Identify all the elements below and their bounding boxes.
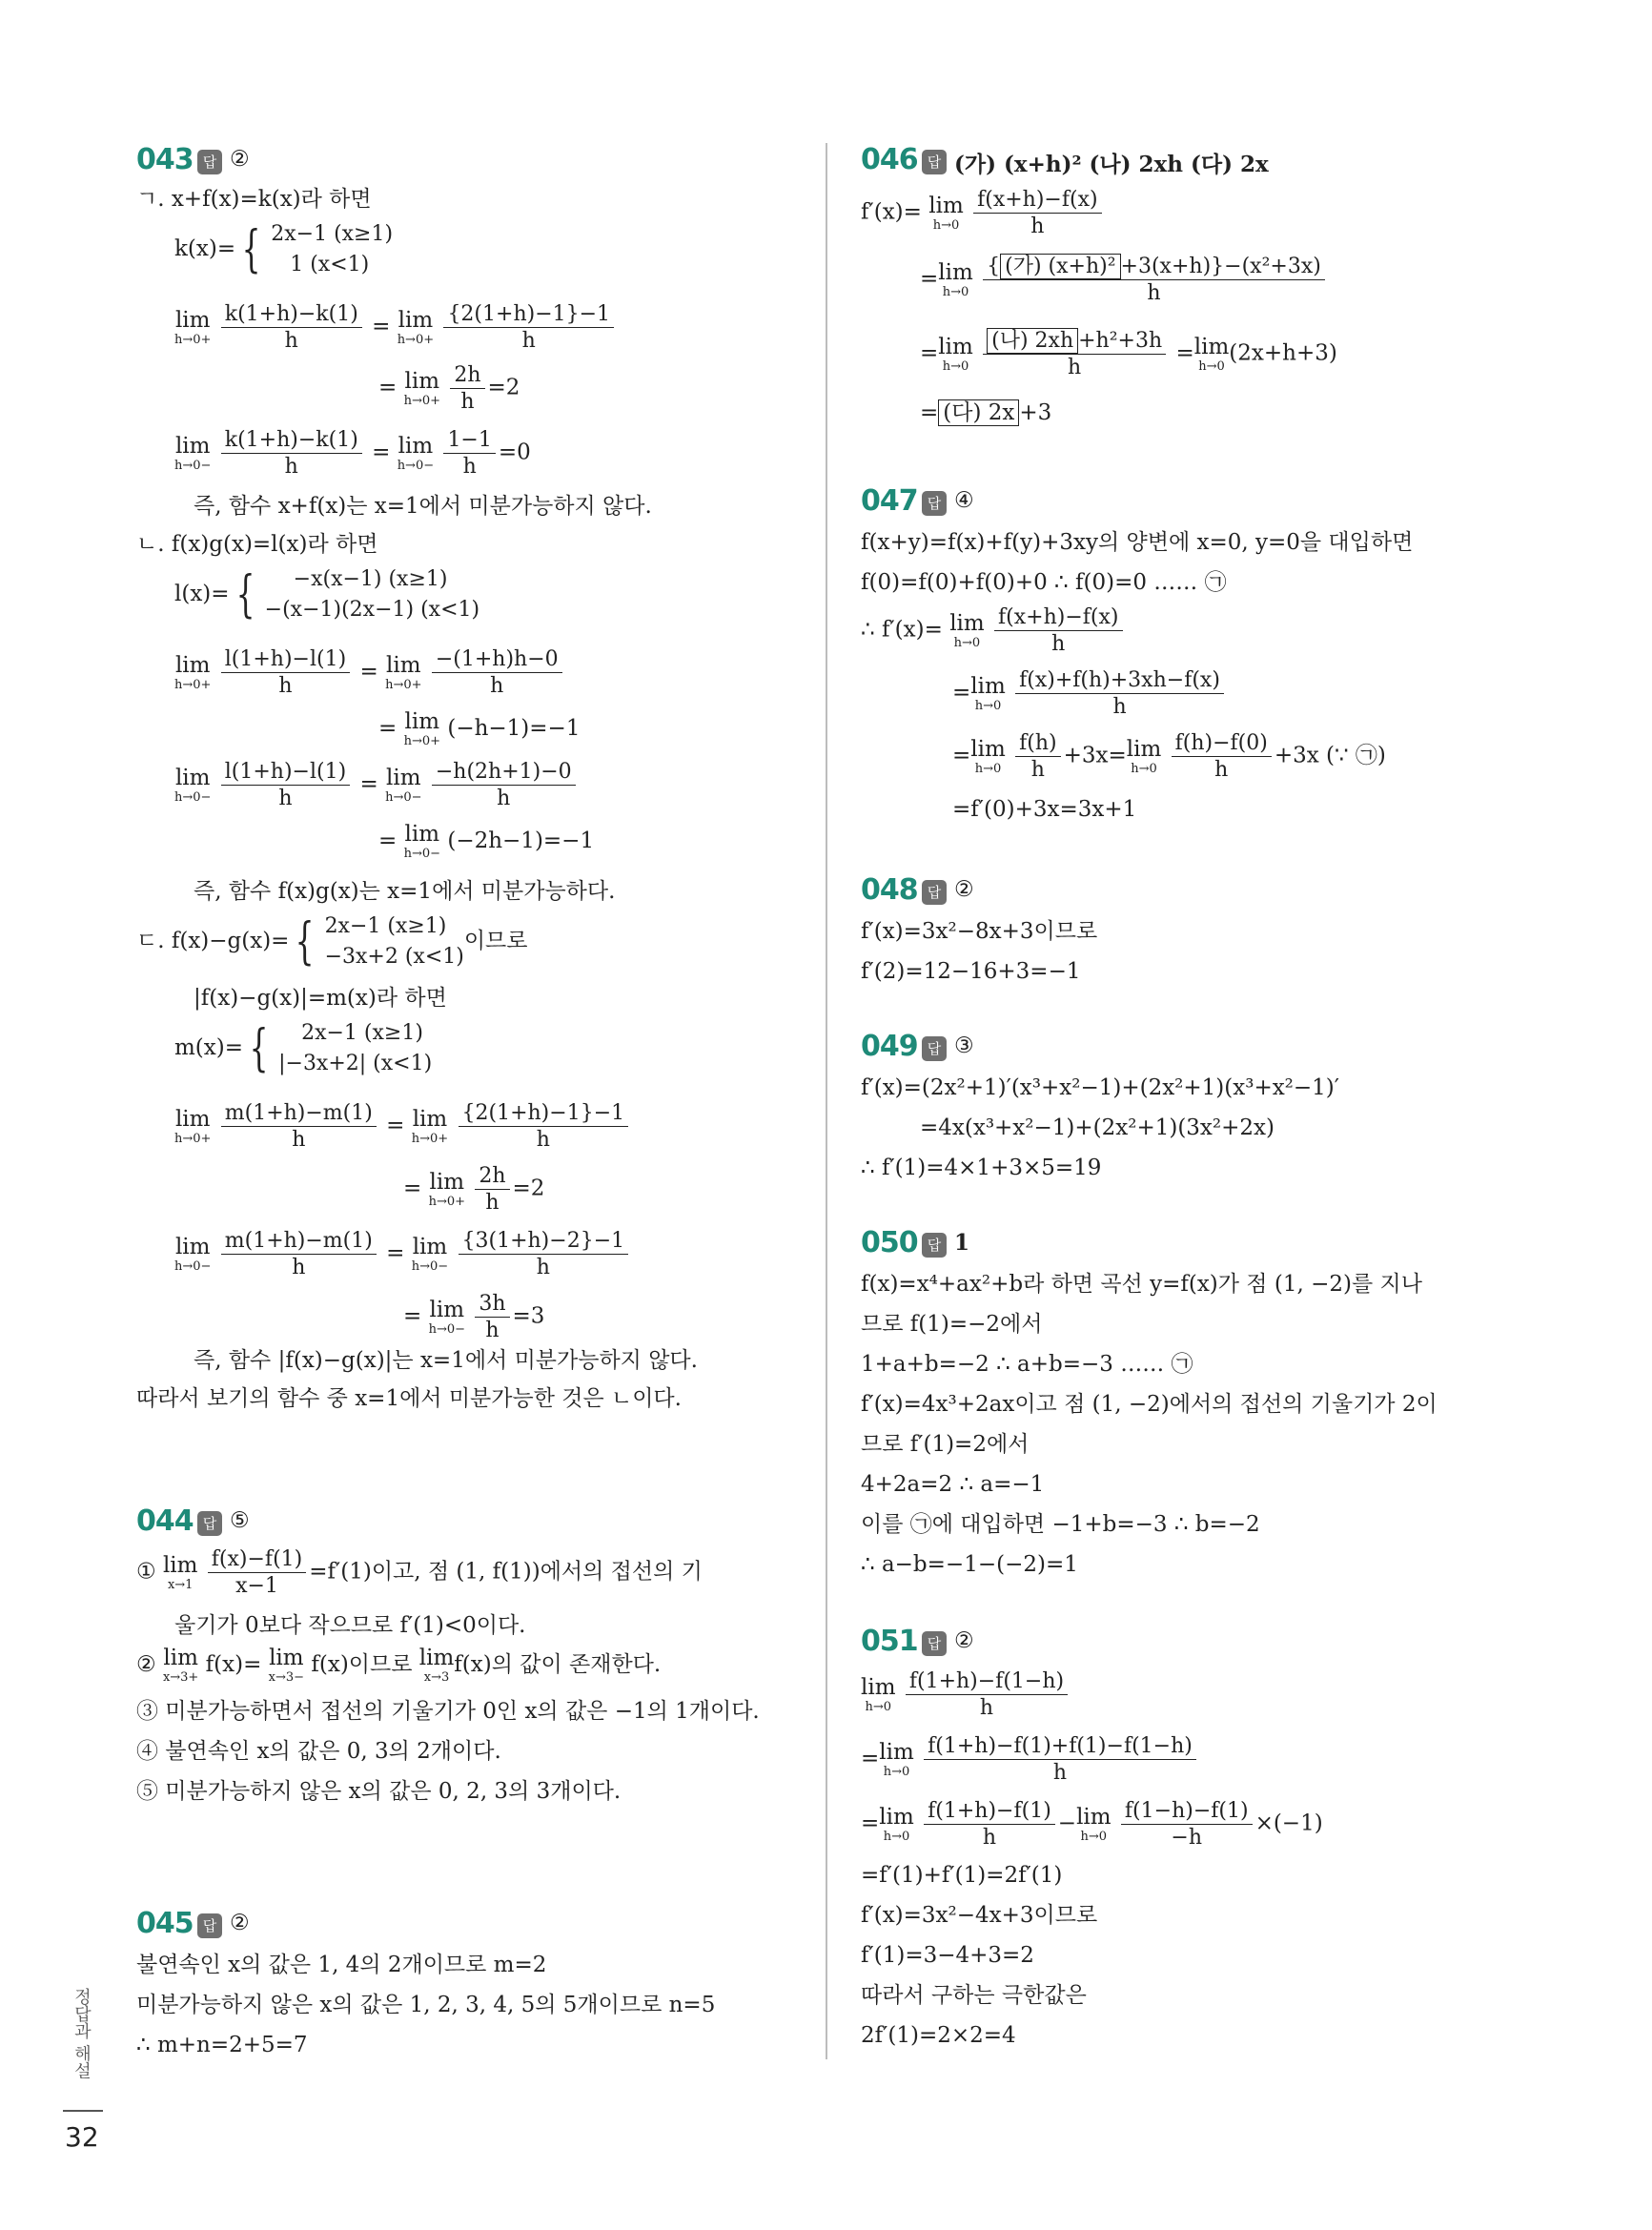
piecewise-l: [174, 564, 479, 625]
text-line: f(x)=x⁴+ax²+b라 하면 곡선 y=f(x)가 점 (1, −2)를 지나: [861, 1272, 1422, 1297]
problem-header: [136, 1504, 804, 1546]
piecewise-lhs: l(x)=: [174, 582, 230, 606]
case-line: −3x+2 (x<1): [324, 945, 464, 969]
limit-expression: f′(x)= lim h→0 $\frac{f(x+h)-f(x)}{h}$: [861, 189, 1105, 237]
limit-expression: lim h→0+ $\frac{k(1+h)-k(1)}{h}$ = lim h→0+ $\frac{\{2(1+h)-1\}-1}{h}$: [174, 303, 617, 352]
problem-number: 049: [861, 1030, 918, 1063]
answer-badge: 답: [197, 1511, 222, 1536]
text-line: ⑤ 미분가능하지 않은 x의 값은 0, 2, 3의 3개이다.: [136, 1779, 622, 1804]
limit-expression: = lim h→0− $\frac{3h}{h}$ =3: [403, 1292, 545, 1343]
problem-number: 047: [861, 484, 918, 518]
problem-number: 050: [861, 1226, 918, 1259]
limit-expression: ① lim x→1 $\frac{f(x)-f(1)}{x-1}$ =f′(1)이고, 점 (1, f(1))에서의 접선의 기: [136, 1547, 703, 1599]
case-line: 2x−1 (x≥1): [301, 1021, 423, 1045]
text-line: 즉, 함수 x+f(x)는 x=1에서 미분가능하지 않다.: [194, 494, 652, 519]
answer-value: (가) (x+h)² (나) 2xh (다) 2x: [954, 152, 1269, 177]
text-line: 1+a+b=−2 ∴ a+b=−3 …… ㉠: [861, 1352, 1193, 1377]
text-line: 이를 ㉠에 대입하면 −1+b=−3 ∴ b=−2: [861, 1512, 1260, 1537]
problem-header: [861, 1030, 1528, 1072]
limit-expression: lim h→0− $\frac{l(1+h)-l(1)}{h}$ = lim h→0− $\frac{-h(2h+1)-0}{h}$: [174, 761, 579, 809]
text-line: 울기가 0보다 작으므로 f′(1)<0이다.: [174, 1613, 526, 1638]
piecewise-k: [174, 219, 393, 280]
answer-value: ②: [954, 1628, 974, 1653]
problem-048: [861, 873, 1528, 984]
text-line: 므로 f′(1)=2에서: [861, 1432, 1030, 1457]
answer-value: ②: [230, 1911, 250, 1935]
problem-number: 045: [136, 1907, 194, 1940]
text-line: f(0)=f(0)+f(0)+0 ∴ f(0)=0 …… ㉠: [861, 570, 1227, 595]
answer-badge: 답: [922, 880, 947, 905]
cases: [271, 219, 393, 280]
text-line: ④ 불연속인 x의 값은 0, 3의 2개이다.: [136, 1739, 501, 1764]
text-line: f(x+y)=f(x)+f(y)+3xy의 양변에 x=0, y=0을 대입하면: [861, 530, 1414, 555]
text-line: f′(1)=3−4+3=2: [861, 1943, 1034, 1968]
brace: {: [296, 913, 315, 971]
problem-number: 048: [861, 873, 918, 907]
problem-049: [861, 1030, 1528, 1180]
limit-expression: = lim h→0+ $\frac{2h}{h}$ =2: [403, 1164, 545, 1216]
limit-expression: = lim h→0+ (−h−1)=−1: [378, 709, 581, 748]
problem-051: [861, 1625, 1528, 2048]
limit-expression: = lim h→0 $\frac{f(x)+f(h)+3xh-f(x)}{h}$: [952, 669, 1227, 718]
text-line: f′(x)=4x³+2ax이고 점 (1, −2)에서의 접선의 기울기가 2이: [861, 1392, 1438, 1417]
problem-header: [861, 484, 1528, 526]
answer-value: ②: [954, 877, 974, 902]
limit-expression: ② lim x→3+ f(x)= lim x→3− f(x)이므로 lim x→3 f(x)의 값이 존재한다.: [136, 1646, 662, 1685]
answer-value: ④: [954, 488, 974, 513]
answer-badge: 답: [197, 150, 222, 174]
problem-050: [861, 1226, 1528, 1577]
brace: {: [235, 566, 255, 624]
text-line: ③ 미분가능하면서 접선의 기울기가 0인 x의 값은 −1의 1개이다.: [136, 1699, 760, 1724]
cases: [325, 911, 464, 972]
piecewise-lhs: m(x)=: [174, 1035, 243, 1060]
limit-expression: lim h→0+ $\frac{l(1+h)-l(1)}{h}$ = lim h→0+ $\frac{-(1+h)h-0}{h}$: [174, 648, 565, 697]
text-line: 미분가능하지 않은 x의 값은 1, 2, 3, 4, 5의 5개이므로 n=5: [136, 1993, 716, 2017]
limit-expression: = lim h→0− (−2h−1)=−1: [378, 822, 595, 861]
answer-value: ⑤: [230, 1508, 250, 1533]
piecewise-lhs: ㄷ. f(x)−g(x)=: [136, 929, 290, 953]
text-line: 따라서 구하는 극한값은: [861, 1983, 1087, 2008]
piecewise-fg: [136, 911, 527, 972]
piecewise-lhs: k(x)=: [174, 236, 236, 261]
section-label: 정답과 해설: [71, 1988, 92, 2079]
limit-expression: = lim h→0 $\frac{\text{\{ (가) (x+h)² +3(x+h)\}−(x²+3x)}}{h}$: [920, 256, 1328, 304]
column-divider: [826, 143, 827, 2059]
limit-expression: lim h→0− $\frac{k(1+h)-k(1)}{h}$ = lim h→0− $\frac{1-1}{h}$ =0: [174, 428, 531, 480]
section-side-tab: [59, 1988, 107, 2112]
problem-header: [861, 873, 1528, 915]
case-line: 1 (x<1): [290, 253, 370, 276]
text-line: 불연속인 x의 값은 1, 4의 2개이므로 m=2: [136, 1953, 547, 1977]
text-line: f′(x)=3x²−4x+3이므로: [861, 1903, 1098, 1928]
answer-value: 1: [954, 1230, 970, 1256]
text-line: = (다) 2x +3: [920, 400, 1052, 425]
text-line: 즉, 함수 |f(x)−g(x)|는 x=1에서 미분가능하지 않다.: [194, 1348, 698, 1373]
problem-number: 046: [861, 143, 918, 176]
text-line: =f′(0)+3x=3x+1: [952, 797, 1137, 822]
limit-expression: = lim h→0 $\frac{\text{(나) 2xh +h²+3h}}{h}$ = lim h→0 (2x+h+3): [920, 329, 1337, 380]
text-span: 이므로: [463, 929, 528, 953]
text-line: 므로 f(1)=−2에서: [861, 1312, 1043, 1337]
problem-header: [136, 1907, 804, 1949]
case-line: 2x−1 (x≥1): [271, 222, 394, 246]
cases: [265, 564, 479, 625]
text-line: ㄴ. f(x)g(x)=l(x)라 하면: [136, 532, 378, 557]
case-line: −(x−1)(2x−1) (x<1): [264, 598, 480, 622]
text-line: |f(x)−g(x)|=m(x)라 하면: [194, 986, 447, 1011]
text-line: =f′(1)+f′(1)=2f′(1): [861, 1863, 1063, 1888]
problem-header: [861, 1625, 1528, 1667]
problem-045: [136, 1907, 804, 2057]
answer-value: ②: [230, 147, 250, 172]
answer-badge: 답: [922, 150, 947, 174]
text-line: ∴ m+n=2+5=7: [136, 2033, 308, 2057]
text-line: f′(2)=12−16+3=−1: [861, 959, 1081, 984]
case-line: 2x−1 (x≥1): [324, 914, 447, 938]
page-number: 32: [65, 2121, 99, 2153]
answer-badge: 답: [197, 1913, 222, 1938]
limit-expression: = lim h→0+ $\frac{2h}{h}$ =2: [378, 363, 520, 415]
text-line: ㄱ. x+f(x)=k(x)라 하면: [136, 187, 372, 212]
problem-header: [861, 1226, 1528, 1268]
case-line: −x(x−1) (x≥1): [293, 567, 448, 591]
problem-number: 051: [861, 1625, 918, 1658]
limit-expression: lim h→0 $\frac{f(1+h)-f(1-h)}{h}$: [861, 1670, 1071, 1719]
limit-expression: = lim h→0 $\frac{f(1+h)-f(1)+f(1)-f(1-h)}{h}$: [861, 1735, 1199, 1784]
text-line: =4x(x³+x²−1)+(2x²+1)(3x²+2x): [920, 1115, 1275, 1140]
answer-badge: 답: [922, 1631, 947, 1656]
case-line: |−3x+2| (x<1): [278, 1052, 433, 1075]
answer-value: ③: [954, 1033, 974, 1058]
problem-043: [136, 143, 804, 1411]
answer-badge: 답: [922, 491, 947, 516]
answer-badge: 답: [922, 1036, 947, 1061]
problem-number: 044: [136, 1504, 194, 1538]
text-line: 4+2a=2 ∴ a=−1: [861, 1472, 1045, 1497]
limit-expression: lim h→0+ $\frac{m(1+h)-m(1)}{h}$ = lim h→0+ $\frac{\{2(1+h)-1\}-1}{h}$: [174, 1102, 631, 1151]
text-line: 즉, 함수 f(x)g(x)는 x=1에서 미분가능하다.: [194, 879, 616, 904]
limit-expression: lim h→0− $\frac{m(1+h)-m(1)}{h}$ = lim h→0− $\frac{\{3(1+h)-2\}-1}{h}$: [174, 1230, 631, 1279]
problem-044: [136, 1504, 804, 1804]
text-line: 따라서 보기의 함수 중 x=1에서 미분가능한 것은 ㄴ이다.: [136, 1386, 682, 1411]
problem-header: [136, 143, 804, 185]
text-line: ∴ f′(1)=4×1+3×5=19: [861, 1156, 1102, 1180]
brace: {: [241, 221, 261, 278]
problem-header: [861, 143, 1528, 185]
brace: {: [249, 1020, 269, 1077]
problem-047: [861, 484, 1528, 822]
text-line: ∴ a−b=−1−(−2)=1: [861, 1552, 1078, 1577]
text-line: f′(x)=(2x²+1)′(x³+x²−1)+(2x²+1)(x³+x²−1)′: [861, 1075, 1340, 1100]
limit-expression: = lim h→0 $\frac{f(h)}{h}$ +3x= lim h→0 $\frac{f(h)-f(0)}{h}$ +3x (∵ ㉠): [952, 731, 1386, 783]
answer-badge: 답: [922, 1233, 947, 1258]
side-rule: [63, 2110, 103, 2112]
text-line: f′(x)=3x²−8x+3이므로: [861, 919, 1098, 944]
problem-number: 043: [136, 143, 194, 176]
limit-expression: ∴ f′(x)= lim h→0 $\frac{f(x+h)-f(x)}{h}$: [861, 606, 1126, 655]
text-line: 2f′(1)=2×2=4: [861, 2023, 1016, 2048]
limit-expression: = lim h→0 $\frac{f(1+h)-f(1)}{h}$ − lim h→0 $\frac{f(1-h)-f(1)}{-h}$ ×(−1): [861, 1799, 1323, 1851]
cases: [278, 1018, 432, 1079]
problem-046: [861, 143, 1528, 425]
piecewise-m: [174, 1018, 432, 1079]
